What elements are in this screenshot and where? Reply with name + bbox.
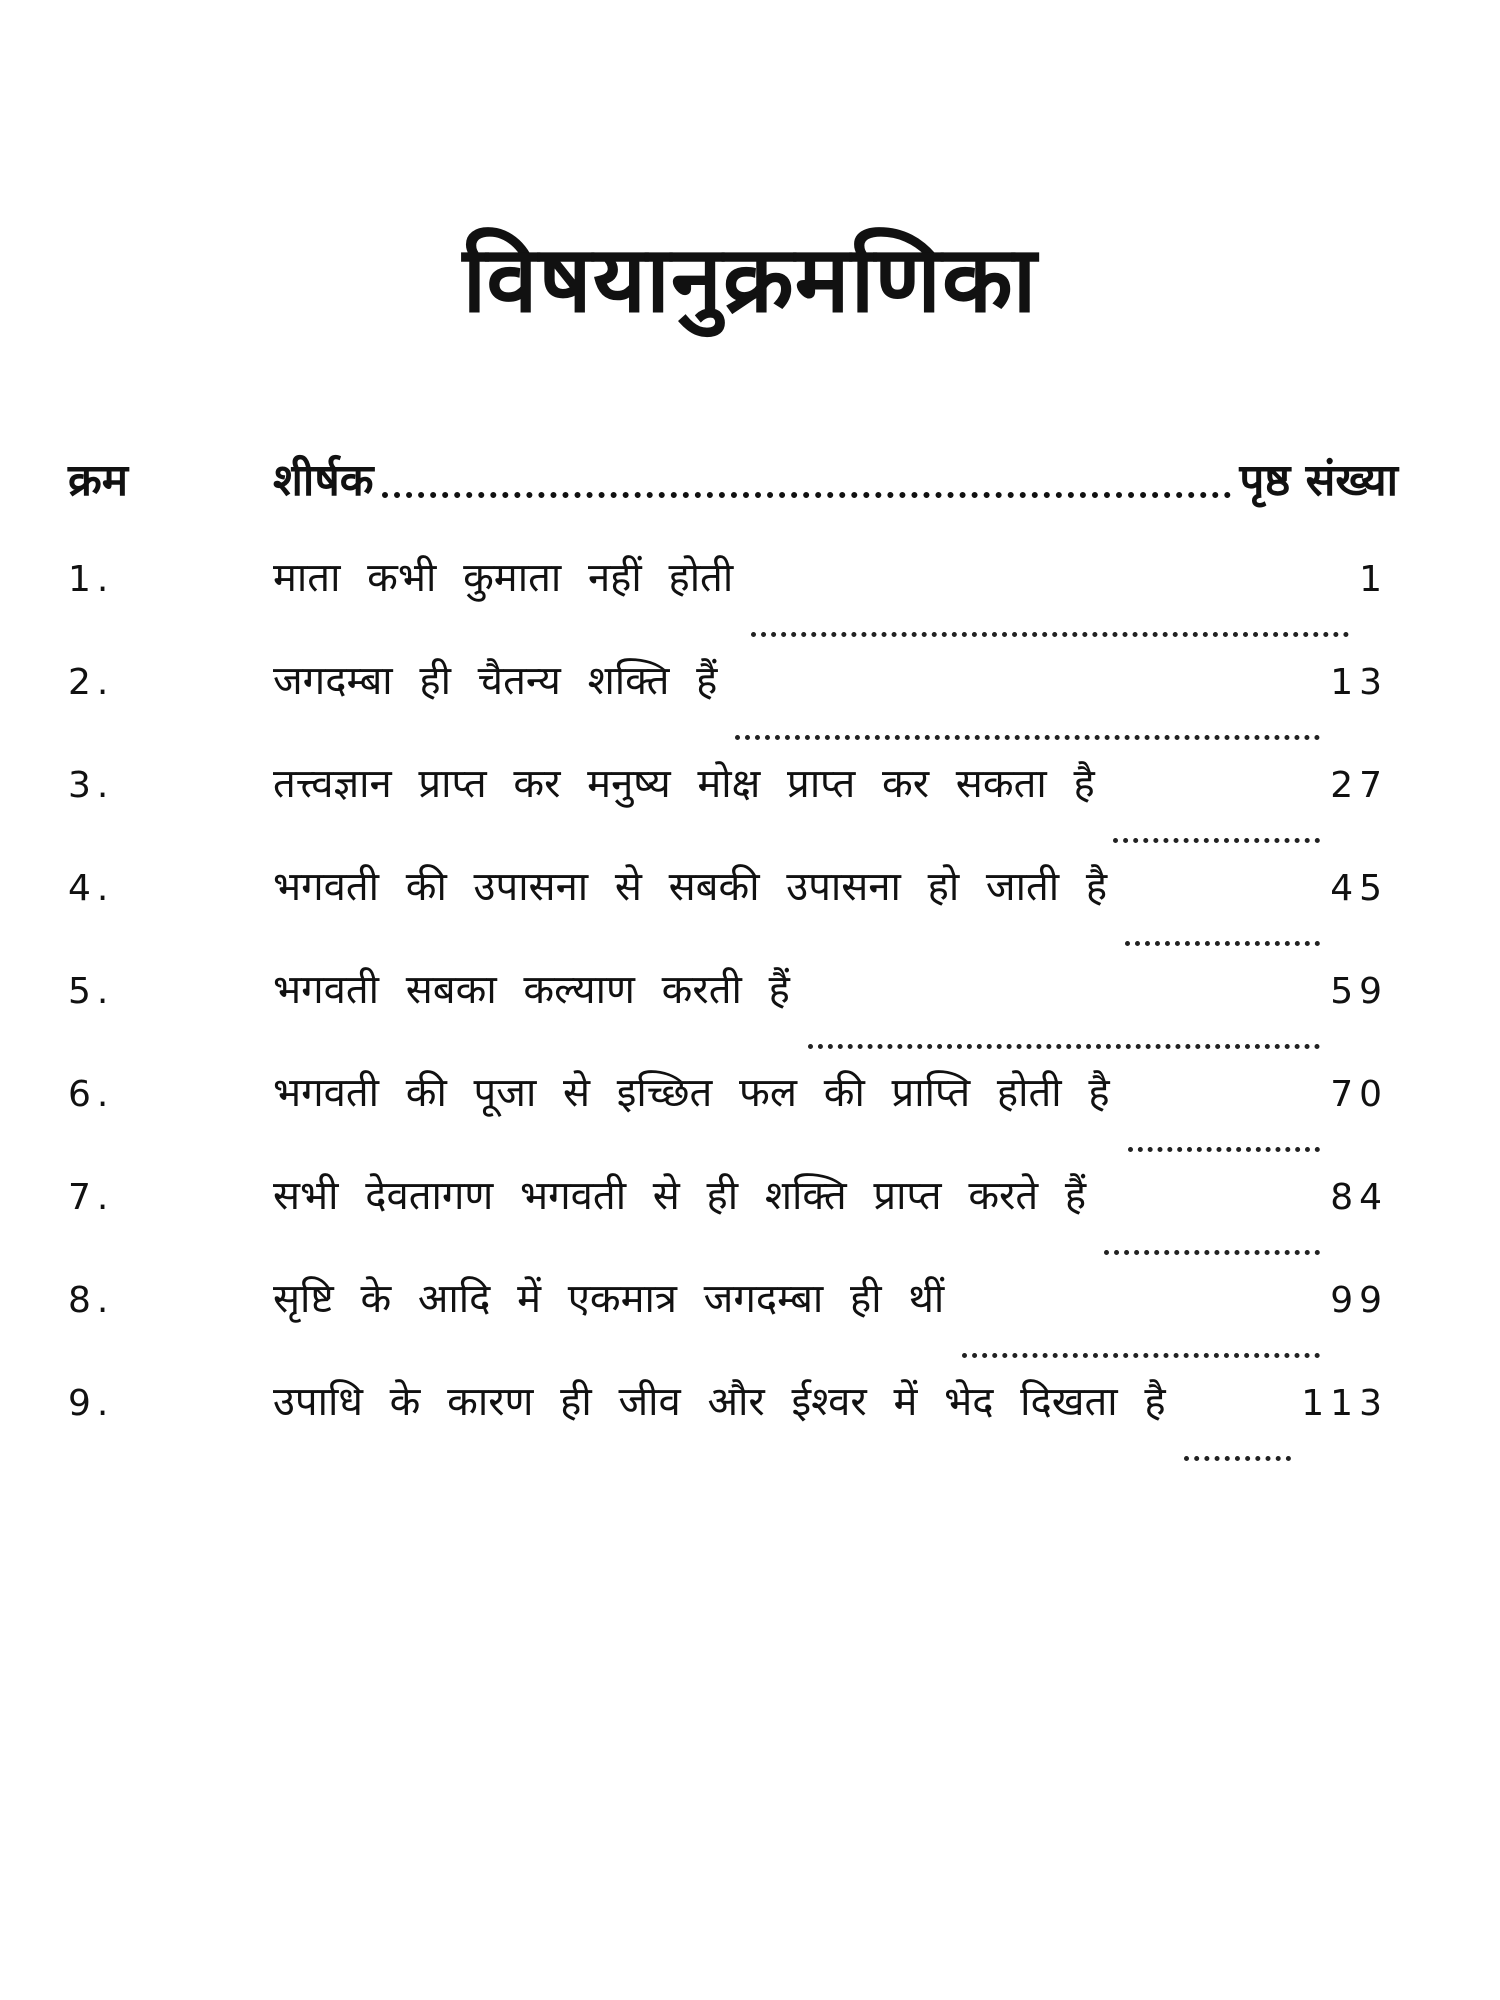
dot-leader <box>962 1353 1320 1358</box>
toc-entry-title: तत्त्वज्ञान प्राप्त कर मनुष्य मोक्ष प्राप्त कर सकता है <box>273 761 1095 807</box>
header-title-label: शीर्षक <box>273 455 374 506</box>
toc-entry-number: 8. <box>68 1280 115 1321</box>
toc-entry-number: 3. <box>68 765 115 806</box>
toc-entry-page: 99 <box>1330 1280 1388 1321</box>
dot-leader <box>1184 1456 1292 1461</box>
toc-entry-page: 1 <box>1359 559 1388 600</box>
toc-entry-title: उपाधि के कारण ही जीव और ईश्वर में भेद दिखता है <box>273 1379 1166 1425</box>
toc-entry[interactable] <box>68 1063 1388 1166</box>
header-dot-leader <box>382 492 1232 498</box>
page-title: विषयानुक्रमणिका <box>462 226 1038 333</box>
toc-entry[interactable] <box>68 1372 1388 1475</box>
toc-entry-number: 9. <box>68 1383 115 1424</box>
toc-entry-page: 27 <box>1330 765 1388 806</box>
toc-entry-title: भगवती की उपासना से सबकी उपासना हो जाती है <box>273 864 1108 910</box>
toc-entry-page: 70 <box>1330 1074 1388 1115</box>
toc-entry-title: सृष्टि के आदि में एकमात्र जगदम्बा ही थीं <box>273 1276 945 1322</box>
toc-entry[interactable] <box>68 548 1388 651</box>
toc-entry[interactable] <box>68 651 1388 754</box>
toc-entry[interactable] <box>68 754 1388 857</box>
toc-entry[interactable] <box>68 1166 1388 1269</box>
table-of-contents <box>68 548 1388 1475</box>
header-number-label: क्रम <box>68 455 129 506</box>
toc-entry-page: 84 <box>1330 1177 1388 1218</box>
toc-entry-number: 1. <box>68 559 115 600</box>
toc-entry-page: 59 <box>1330 971 1388 1012</box>
toc-entry-page: 113 <box>1301 1383 1388 1424</box>
toc-entry[interactable] <box>68 857 1388 960</box>
toc-entry-number: 4. <box>68 868 115 909</box>
toc-entry-number: 6. <box>68 1074 115 1115</box>
toc-entry-number: 7. <box>68 1177 115 1218</box>
dot-leader <box>1128 1147 1321 1152</box>
toc-entry[interactable] <box>68 960 1388 1063</box>
toc-header <box>68 448 1398 508</box>
dot-leader <box>1125 941 1320 946</box>
toc-entry-title: माता कभी कुमाता नहीं होती <box>273 555 734 601</box>
toc-entry-title: भगवती की पूजा से इच्छित फल की प्राप्ति होती है <box>273 1070 1110 1116</box>
toc-entry-page: 45 <box>1330 868 1388 909</box>
toc-entry-page: 13 <box>1330 662 1388 703</box>
dot-leader <box>751 632 1349 637</box>
header-page-label: पृष्ठ संख्या <box>1239 455 1398 506</box>
toc-entry-number: 5. <box>68 971 115 1012</box>
dot-leader <box>808 1044 1320 1049</box>
dot-leader <box>1113 838 1321 843</box>
toc-entry-title: सभी देवतागण भगवती से ही शक्ति प्राप्त करते हैं <box>273 1173 1087 1219</box>
toc-entry-title: जगदम्बा ही चैतन्य शक्ति हैं <box>273 658 718 704</box>
toc-entry-number: 2. <box>68 662 115 703</box>
toc-entry[interactable] <box>68 1269 1388 1372</box>
dot-leader <box>735 735 1320 740</box>
dot-leader <box>1104 1250 1320 1255</box>
toc-entry-title: भगवती सबका कल्याण करती हैं <box>273 967 790 1013</box>
